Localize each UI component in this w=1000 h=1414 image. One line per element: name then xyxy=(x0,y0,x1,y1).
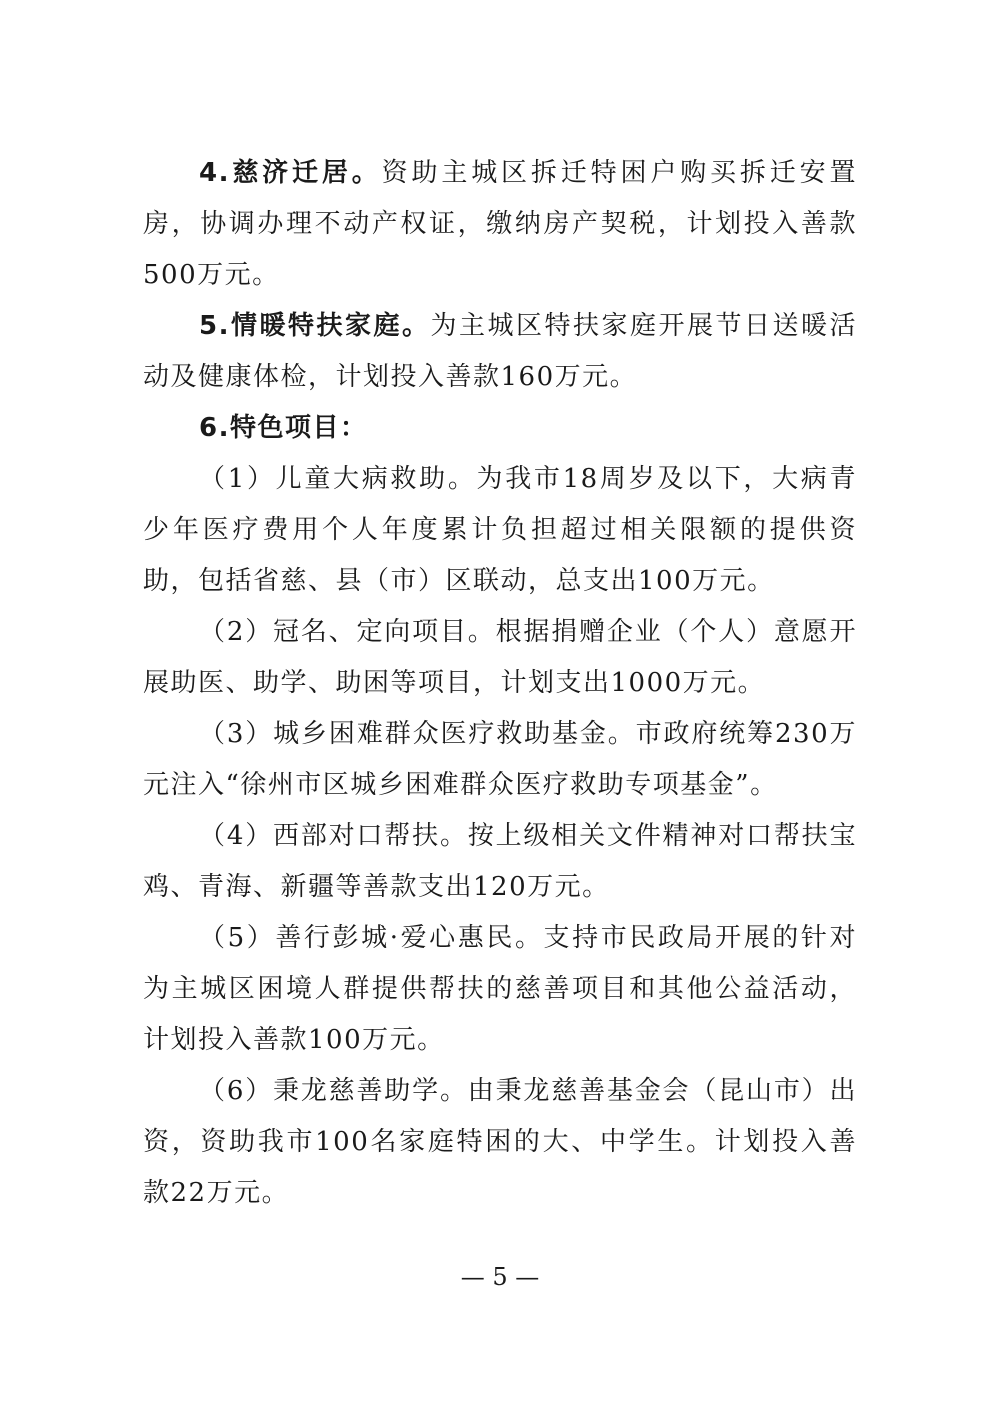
sub-item-1 xyxy=(143,454,857,607)
paragraph-text: （2）冠名、定向项目。根据捐赠企业（个人）意愿开展助医、助学、助困等项目，计划支出1000万元。 xyxy=(143,617,857,698)
paragraph-heading: 5.情暖特扶家庭。 xyxy=(199,311,431,341)
paragraph-6 xyxy=(143,403,857,454)
sub-item-3 xyxy=(143,709,857,811)
paragraph-text: 资助主城区拆迁特困户购买拆迁安置房，协调办理不动产权证，缴纳房产契税，计划投入善款500万元。 xyxy=(143,158,857,290)
paragraph-4 xyxy=(143,148,857,301)
paragraph-5 xyxy=(143,301,857,403)
page-number: — 5 — xyxy=(460,1263,540,1291)
paragraph-text: （4）西部对口帮扶。按上级相关文件精神对口帮扶宝鸡、青海、新疆等善款支出120万元。 xyxy=(143,821,857,902)
sub-item-5 xyxy=(143,913,857,1066)
paragraph-text: （1）儿童大病救助。为我市18周岁及以下，大病青少年医疗费用个人年度累计负担超过相关限额的提供资助，包括省慈、县（市）区联动，总支出100万元。 xyxy=(143,464,857,596)
paragraph-text: 为主城区特扶家庭开展节日送暖活动及健康体检，计划投入善款160万元。 xyxy=(143,311,857,392)
paragraph-heading: 4.慈济迁居。 xyxy=(199,158,382,188)
sub-item-4 xyxy=(143,811,857,913)
paragraph-heading: 6.特色项目： xyxy=(199,413,368,443)
sub-item-6 xyxy=(143,1066,857,1219)
sub-item-2 xyxy=(143,607,857,709)
paragraph-text: （3）城乡困难群众医疗救助基金。市政府统筹230万元注入“徐州市区城乡困难群众医疗救助专项基金”。 xyxy=(143,719,857,800)
paragraph-text: （6）秉龙慈善助学。由秉龙慈善基金会（昆山市）出资，资助我市100名家庭特困的大、中学生。计划投入善款22万元。 xyxy=(143,1076,857,1208)
document-body xyxy=(143,148,857,1219)
paragraph-text: （5）善行彭城·爱心惠民。支持市民政局开展的针对为主城区困境人群提供帮扶的慈善项目和其他公益活动，计划投入善款100万元。 xyxy=(143,923,857,1055)
